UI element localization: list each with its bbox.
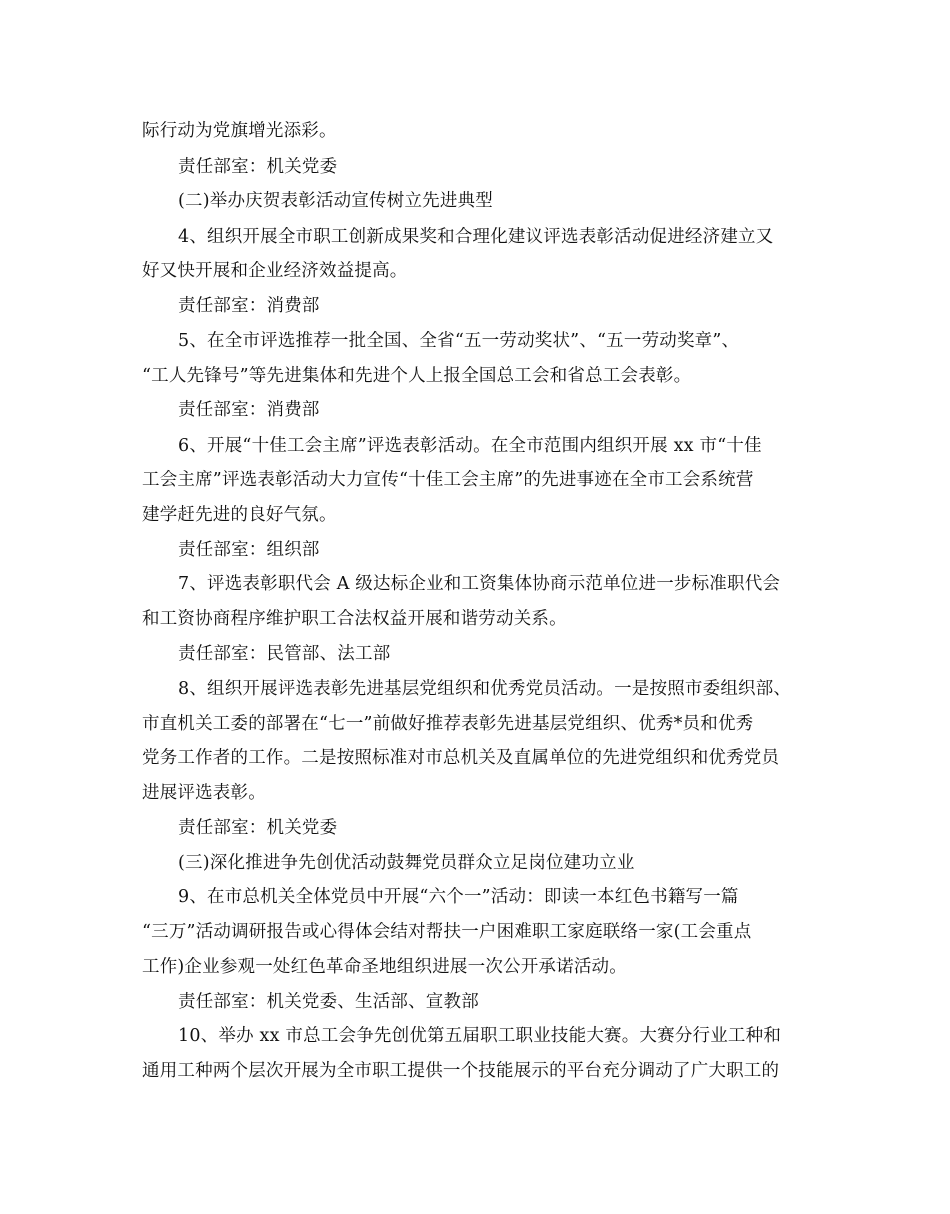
item-4-line-1: 4、组织开展全市职工创新成果奖和合理化建议评选表彰活动促进经济建立又 [178,227,774,247]
item-10-line-1: 10、举办 xx 市总工会争先创优第五届职工职业技能大赛。大赛分行业工种和 [178,1026,782,1046]
item-6-line-1: 6、开展“十佳工会主席”评选表彰活动。在全市范围内组织开展 xx 市“十佳 [178,436,762,456]
responsible-department-line: 责任部室：机关党委、生活部、宣教部 [178,992,479,1012]
item-5-line-1: 5、在全市评选推荐一批全国、全省“五一劳动奖状”、“五一劳动奖章”、 [178,331,740,351]
item-9-line-2: “三万”活动调研报告或心得体会结对帮扶一户困难职工家庭联络一家(工会重点 [142,922,752,942]
section-heading-2: (二)举办庆贺表彰活动宣传树立先进典型 [178,191,493,211]
item-8-line-3: 党务工作者的工作。二是按照标准对市总机关及直属单位的先进党组织和优秀党员 [142,748,780,768]
item-6-line-3: 建学赶先进的良好气氛。 [142,505,337,525]
item-7-line-2: 和工资协商程序维护职工合法权益开展和谐劳动关系。 [142,609,567,629]
text-line-continuation: 际行动为党旗增光添彩。 [142,121,337,141]
item-9-line-3: 工作)企业参观一处红色革命圣地组织进展一次公开承诺活动。 [142,957,627,977]
item-7-line-1: 7、评选表彰职代会 A 级达标企业和工资集体协商示范单位进一步标准职代会 [178,574,781,594]
item-4-line-2: 好又快开展和企业经济效益提高。 [142,261,408,281]
responsible-department-line: 责任部室：消费部 [178,296,320,316]
item-8-line-2: 市直机关工委的部署在“七一”前做好推荐表彰先进基层党组织、优秀*员和优秀 [142,714,754,734]
item-9-line-1: 9、在市总机关全体党员中开展“六个一”活动：即读一本红色书籍写一篇 [178,887,739,907]
responsible-department-line: 责任部室：机关党委 [178,818,338,838]
responsible-department-line: 责任部室：机关党委 [178,157,338,177]
item-5-line-2: “工人先锋号”等先进集体和先进个人上报全国总工会和省总工会表彰。 [142,366,692,386]
responsible-department-line: 责任部室：消费部 [178,400,320,420]
item-8-line-1: 8、组织开展评选表彰先进基层党组织和优秀党员活动。一是按照市委组织部、 [178,679,792,699]
responsible-department-line: 责任部室：组织部 [178,540,320,560]
item-6-line-2: 工会主席”评选表彰活动大力宣传“十佳工会主席”的先进事迹在全市工会系统营 [142,470,754,490]
responsible-department-line: 责任部室：民管部、法工部 [178,644,391,664]
item-8-line-4: 进展评选表彰。 [142,783,266,803]
item-10-line-2: 通用工种两个层次开展为全市职工提供一个技能展示的平台充分调动了广大职工的 [142,1061,780,1081]
section-heading-3: (三)深化推进争先创优活动鼓舞党员群众立足岗位建功立业 [178,853,635,873]
